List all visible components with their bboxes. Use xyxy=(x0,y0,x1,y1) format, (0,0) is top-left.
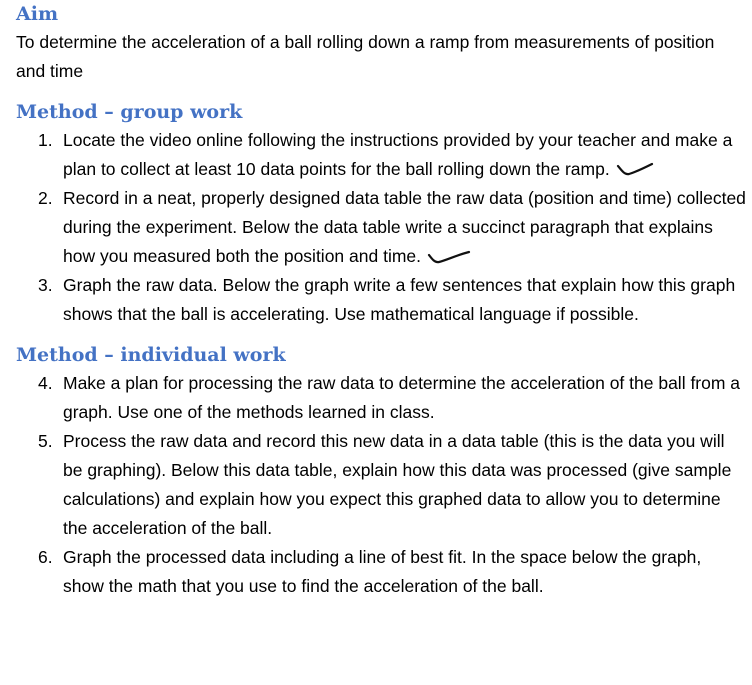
step-number: 6. xyxy=(38,547,53,567)
list-item xyxy=(16,369,746,427)
step-text: Graph the raw data. Below the graph write a few sentences that explain how this graph shows that the ball is accelerating. Use mathematical language if possible. xyxy=(63,275,736,324)
step-number: 3. xyxy=(38,275,53,295)
method-individual-list xyxy=(16,369,746,601)
list-item xyxy=(16,126,746,184)
step-text: Make a plan for processing the raw data to determine the acceleration of the ball from a graph. Use one of the methods learned in class. xyxy=(63,373,741,422)
method-individual-heading: Method – individual work xyxy=(16,344,286,366)
handwritten-checkmark-icon xyxy=(427,249,471,265)
step-text: Graph the processed data including a line of best fit. In the space below the graph, show the math that you use to find the acceleration of the ball. xyxy=(63,547,702,596)
step-text: Record in a neat, properly designed data table the raw data (position and time) collected during the experiment. Below the data table write a succinct paragraph that explains how you measured both the position and time. xyxy=(63,188,746,266)
list-item xyxy=(16,543,746,601)
step-number: 5. xyxy=(38,431,53,451)
step-text: Locate the video online following the instructions provided by your teacher and make a plan to collect at least 10 data points for the ball rolling down the ramp. xyxy=(63,130,733,179)
aim-text: To determine the acceleration of a ball rolling down a ramp from measurements of position and time xyxy=(16,32,715,81)
aim-heading: Aim xyxy=(16,3,59,25)
list-item xyxy=(16,427,746,543)
method-group-list xyxy=(16,126,746,329)
step-number: 1. xyxy=(38,130,53,150)
list-item xyxy=(16,271,746,329)
step-number: 4. xyxy=(38,373,53,393)
document-page xyxy=(16,0,746,601)
handwritten-checkmark-icon xyxy=(616,162,656,178)
list-item xyxy=(16,184,746,271)
method-group-heading: Method – group work xyxy=(16,101,243,123)
step-number: 2. xyxy=(38,188,53,208)
step-text: Process the raw data and record this new data in a data table (this is the data you will be graphing). Below this data table, explain how this data was processed (give sample calculations) and explain how you expect this graphed data to allow you to determine the acceleration of the ball. xyxy=(63,431,732,538)
